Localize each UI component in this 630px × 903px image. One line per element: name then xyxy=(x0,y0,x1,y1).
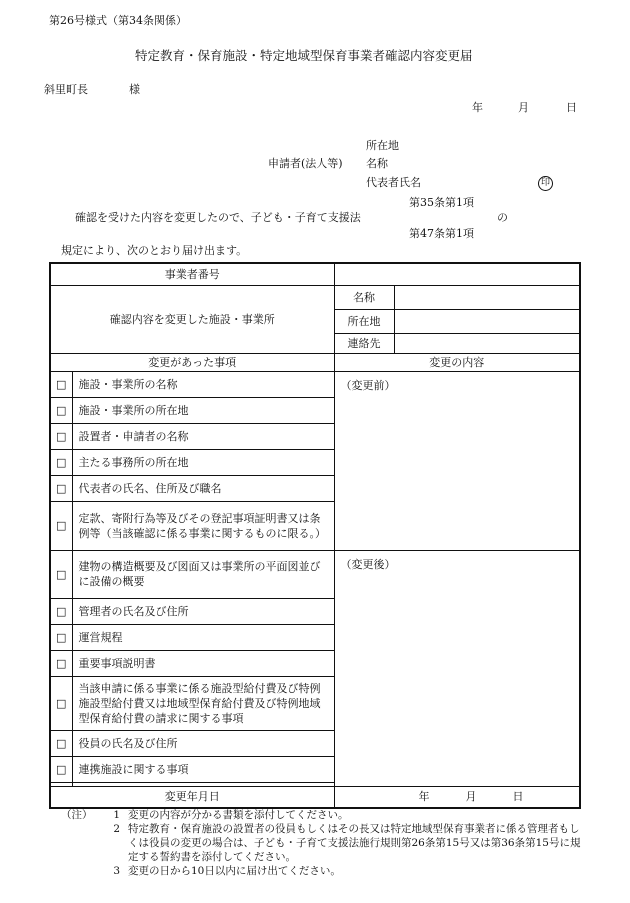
change-notification-table xyxy=(49,262,581,809)
date-year-label: 年 xyxy=(472,101,483,114)
note-item xyxy=(61,864,588,878)
item-label: 主たる事務所の所在地 xyxy=(72,449,334,475)
item-checkbox[interactable]: □ xyxy=(50,449,72,475)
applicant-rep-label: 代表者氏名 xyxy=(366,176,421,189)
statement-no: の xyxy=(497,211,508,224)
date-month-label: 月 xyxy=(518,101,529,114)
item-label: 定款、寄附行為等及びその登記事項証明書又は条例等（当該確認に係る事業に関するものに限る。） xyxy=(72,501,334,550)
item-label: 施設・事業所の名称 xyxy=(72,371,334,397)
seal-mark: 印 xyxy=(538,176,553,191)
item-label: 当該申請に係る事業に係る施設型給付費及び特例施設型給付費又は地域型保育給付費及び特例地域型保育給付費の請求に関する事項 xyxy=(72,676,334,730)
item-checkbox[interactable]: □ xyxy=(50,475,72,501)
note-number: 1 xyxy=(113,809,120,821)
form-number: 第26号様式（第34条関係） xyxy=(49,14,187,27)
note-text: 特定教育・保育施設の設置者の役員もしくはその長又は特定地域型保育事業者に係る管理者もしくは役員の変更の場合は、子ども・子育て支援法施行規則第26条第15号又は第36条第15号に規定する誓約書を添付してください。 xyxy=(128,823,581,863)
note-text: 変更の日から10日以内に届け出てください。 xyxy=(128,865,341,877)
item-checkbox[interactable]: □ xyxy=(50,550,72,598)
note-number: 3 xyxy=(113,865,120,877)
facility-label: 確認内容を変更した施設・事業所 xyxy=(50,285,334,353)
changed-items-header: 変更があった事項 xyxy=(50,353,334,371)
item-label: 代表者の氏名、住所及び職名 xyxy=(72,475,334,501)
note-item xyxy=(61,822,588,864)
applicant-name-label: 名称 xyxy=(366,157,388,170)
addressee-honorific: 様 xyxy=(129,83,140,96)
item-label: 運営規程 xyxy=(72,624,334,650)
change-date-day: 日 xyxy=(512,790,524,804)
statement-article-35: 第35条第1項 xyxy=(409,196,474,209)
notes-section xyxy=(61,808,588,878)
date-day-label: 日 xyxy=(566,101,577,114)
note-number: 2 xyxy=(113,823,120,835)
item-label: 管理者の氏名及び住所 xyxy=(72,598,334,624)
change-before-label: （変更前） xyxy=(340,378,396,392)
note-text: 変更の内容が分かる書類を添付してください。 xyxy=(128,809,349,821)
item-label: 建物の構造概要及び図面又は事業所の平面図並びに設備の概要 xyxy=(72,550,334,598)
item-checkbox[interactable]: □ xyxy=(50,676,72,730)
item-checkbox[interactable]: □ xyxy=(50,624,72,650)
facility-address-field[interactable] xyxy=(394,309,580,333)
item-label: 設置者・申請者の名称 xyxy=(72,423,334,449)
statement-part1: 確認を受けた内容を変更したので、子ども・子育て支援法 xyxy=(75,211,361,224)
item-label: 施設・事業所の所在地 xyxy=(72,397,334,423)
change-date-year: 年 xyxy=(418,790,430,804)
item-checkbox[interactable]: □ xyxy=(50,423,72,449)
business-number-label: 事業者番号 xyxy=(50,263,334,285)
statement-part2: 規定により、次のとおり届け出ます。 xyxy=(61,244,248,257)
business-number-field[interactable] xyxy=(334,263,580,285)
item-checkbox[interactable]: □ xyxy=(50,598,72,624)
document-title: 特定教育・保育施設・特定地域型保育事業者確認内容変更届 xyxy=(135,48,473,63)
item-checkbox[interactable]: □ xyxy=(50,730,72,756)
change-before-cell[interactable] xyxy=(334,371,580,550)
statement-article-47: 第47条第1項 xyxy=(409,227,474,240)
facility-address-label: 所在地 xyxy=(334,309,394,333)
addressee-town: 斜里町長 xyxy=(44,83,88,96)
change-date-label: 変更年月日 xyxy=(50,786,334,808)
change-after-cell[interactable] xyxy=(334,550,580,786)
change-date-month: 月 xyxy=(465,790,477,804)
facility-name-field[interactable] xyxy=(394,285,580,309)
change-date-field[interactable] xyxy=(334,786,580,808)
change-after-label: （変更後） xyxy=(340,557,396,571)
item-label: 役員の氏名及び住所 xyxy=(72,730,334,756)
item-checkbox[interactable]: □ xyxy=(50,756,72,782)
item-checkbox[interactable]: □ xyxy=(50,650,72,676)
item-label: 重要事項説明書 xyxy=(72,650,334,676)
item-checkbox[interactable]: □ xyxy=(50,371,72,397)
note-item xyxy=(61,808,588,822)
facility-contact-field[interactable] xyxy=(394,333,580,353)
facility-contact-label: 連絡先 xyxy=(334,333,394,353)
change-content-header: 変更の内容 xyxy=(334,353,580,371)
applicant-address-label: 所在地 xyxy=(366,139,399,152)
item-checkbox[interactable]: □ xyxy=(50,397,72,423)
item-checkbox[interactable]: □ xyxy=(50,501,72,550)
facility-name-label: 名称 xyxy=(334,285,394,309)
applicant-label: 申請者(法人等) xyxy=(268,157,343,170)
notes-label: （注） xyxy=(61,809,93,821)
item-label: 連携施設に関する事項 xyxy=(72,756,334,782)
